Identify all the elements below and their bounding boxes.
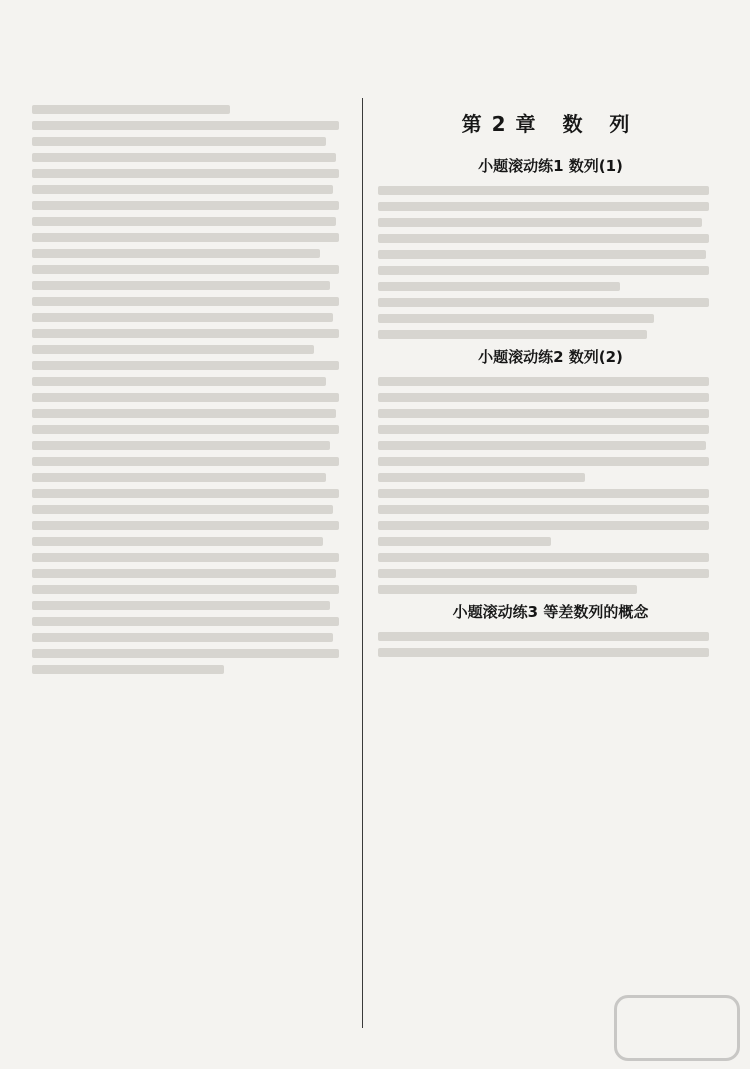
text-line xyxy=(32,185,333,194)
text-line xyxy=(378,553,709,562)
text-line xyxy=(32,521,339,530)
text-line xyxy=(378,537,551,546)
text-line xyxy=(32,537,323,546)
text-line xyxy=(378,441,706,450)
text-line xyxy=(378,489,709,498)
text-line xyxy=(32,505,333,514)
text-line xyxy=(32,617,339,626)
text-line xyxy=(378,521,709,530)
text-line xyxy=(378,250,706,259)
text-line xyxy=(378,632,709,641)
chapter-title: 第2章 数 列 xyxy=(461,112,640,136)
text-line xyxy=(32,361,339,370)
section-title: 小题滚动练3 等差数列的概念 xyxy=(452,603,649,621)
text-line xyxy=(378,409,709,418)
text-line xyxy=(378,473,585,482)
text-line xyxy=(32,377,326,386)
column-divider xyxy=(362,98,363,1028)
text-line xyxy=(32,409,336,418)
text-line xyxy=(32,217,336,226)
text-line xyxy=(378,377,709,386)
text-line xyxy=(32,153,336,162)
text-line xyxy=(378,330,647,339)
text-line xyxy=(32,553,339,562)
text-line xyxy=(32,457,339,466)
text-line xyxy=(378,282,620,291)
text-line xyxy=(32,329,339,338)
text-line xyxy=(32,633,333,642)
text-line xyxy=(32,601,330,610)
text-line xyxy=(32,345,314,354)
text-line xyxy=(32,249,320,258)
text-line xyxy=(378,266,709,275)
text-line xyxy=(378,585,637,594)
text-line xyxy=(32,105,230,114)
text-line xyxy=(32,665,224,674)
text-line xyxy=(32,585,339,594)
text-line xyxy=(378,425,709,434)
text-line xyxy=(378,218,702,227)
text-line xyxy=(32,425,339,434)
text-line xyxy=(378,202,709,211)
watermark-logo xyxy=(614,995,740,1061)
text-line xyxy=(32,137,326,146)
text-line xyxy=(378,393,709,402)
text-line xyxy=(32,169,339,178)
text-line xyxy=(32,489,339,498)
text-line xyxy=(32,297,339,306)
text-line xyxy=(378,314,654,323)
text-line xyxy=(32,265,339,274)
text-line xyxy=(32,201,339,210)
section-title: 小题滚动练2 数列(2) xyxy=(478,348,623,366)
text-line xyxy=(32,281,330,290)
right-column xyxy=(378,98,723,664)
text-line xyxy=(378,186,709,195)
text-line xyxy=(32,393,339,402)
text-line xyxy=(378,234,709,243)
text-line xyxy=(32,569,336,578)
text-line xyxy=(32,121,339,130)
text-line xyxy=(32,649,339,658)
section-title: 小题滚动练1 数列(1) xyxy=(478,157,623,175)
text-line xyxy=(32,313,333,322)
text-line xyxy=(378,648,709,657)
text-line xyxy=(378,457,709,466)
text-line xyxy=(378,569,709,578)
text-line xyxy=(378,298,709,307)
text-line xyxy=(32,441,330,450)
text-line xyxy=(378,505,709,514)
left-column xyxy=(32,98,352,681)
text-line xyxy=(32,233,339,242)
text-line xyxy=(32,473,326,482)
